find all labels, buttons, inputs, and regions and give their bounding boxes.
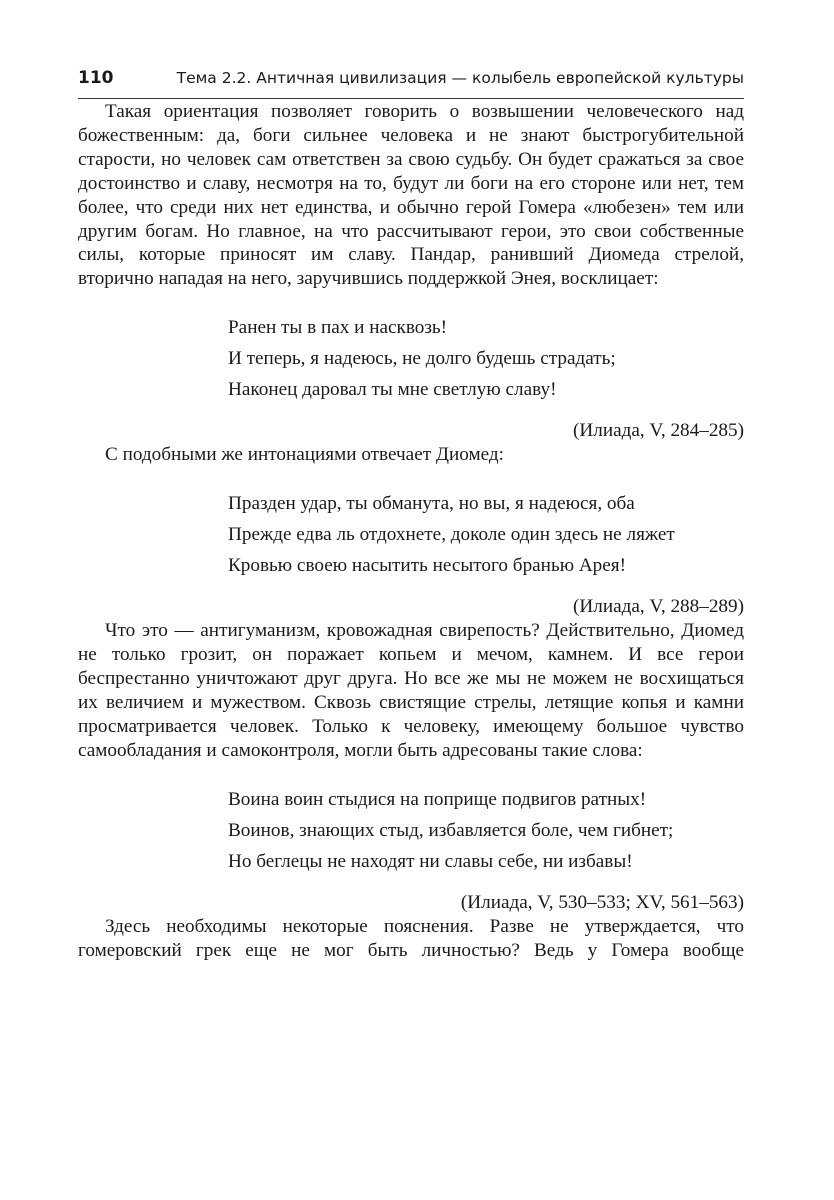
citation-1: (Илиада, V, 284–285) <box>573 420 744 442</box>
verse-line: Воинов, знающих стыд, избавляется боле, чем гибнет; <box>228 819 674 841</box>
verse-quote-1 <box>228 312 744 405</box>
paragraph-1: Такая ориентация позволяет говорить о возвышении человеческого над божественным: да, боги сильнее человека и не знают быстрогубительной старости, но человек сам ответствен за свою судьбу. Он будет сражаться за свое достоинство и славу, несмотря на то, будут ли боги на его стороне или нет, тем более, что среди них нет единства, и обычно герой Гомера «любезен» тем или другим богам. Но главное, на что рассчитывают герои, это свои собственные силы, которые приносят им славу. Пандар, ранивший Диомеда стрелой, вторично нападая на него, заручившись поддержкой Энея, восклицает: <box>78 101 744 290</box>
paragraph-4: Здесь необходимы некоторые пояснения. Разве не утверждается, что гомеровский грек еще не мог быть личностью? Ведь у Гомера вообще <box>78 915 744 961</box>
verse-line: И теперь, я надеюсь, не долго будешь страдать; <box>228 348 616 370</box>
citation-3: (Илиада, V, 530–533; XV, 561–563) <box>460 891 744 913</box>
body-text <box>78 100 744 962</box>
verse-quote-3 <box>228 784 744 877</box>
running-title: Тема 2.2. Античная цивилизация — колыбель европейской культуры <box>176 69 744 87</box>
running-header <box>78 64 744 99</box>
page-number: 110 <box>78 68 114 88</box>
paragraph-2: С подобными же интонациями отвечает Диомед: <box>105 444 504 466</box>
verse-line: Прежде едва ль отдохнете, доколе один здесь не ляжет <box>228 524 675 546</box>
citation-2: (Илиада, V, 288–289) <box>573 596 744 618</box>
verse-line: Празден удар, ты обманута, но вы, я надеюся, оба <box>228 493 635 515</box>
verse-line: Кровью своею насытить несытого бранью Арея! <box>228 555 627 577</box>
verse-line: Ранен ты в пах и насквозь! <box>228 317 448 339</box>
verse-line: Но беглецы не находят ни славы себе, ни избавы! <box>228 850 633 872</box>
verse-line: Воина воин стыдися на поприще подвигов ратных! <box>228 788 647 810</box>
verse-line: Наконец даровал ты мне светлую славу! <box>228 379 557 401</box>
paragraph-3: Что это — антигуманизм, кровожадная свирепость? Действительно, Диомед не только грозит, он поражает копьем и мечом, камнем. И все герои беспрестанно уничтожают друг друга. Но все же мы не можем не восхищаться их величием и мужеством. Сквозь свистящие стрелы, летящие копья и камни просматривается человек. Только к человеку, имеющему большое чувство самообладания и самоконтроля, могли быть адресованы такие слова: <box>78 620 744 761</box>
verse-quote-2 <box>228 488 744 581</box>
